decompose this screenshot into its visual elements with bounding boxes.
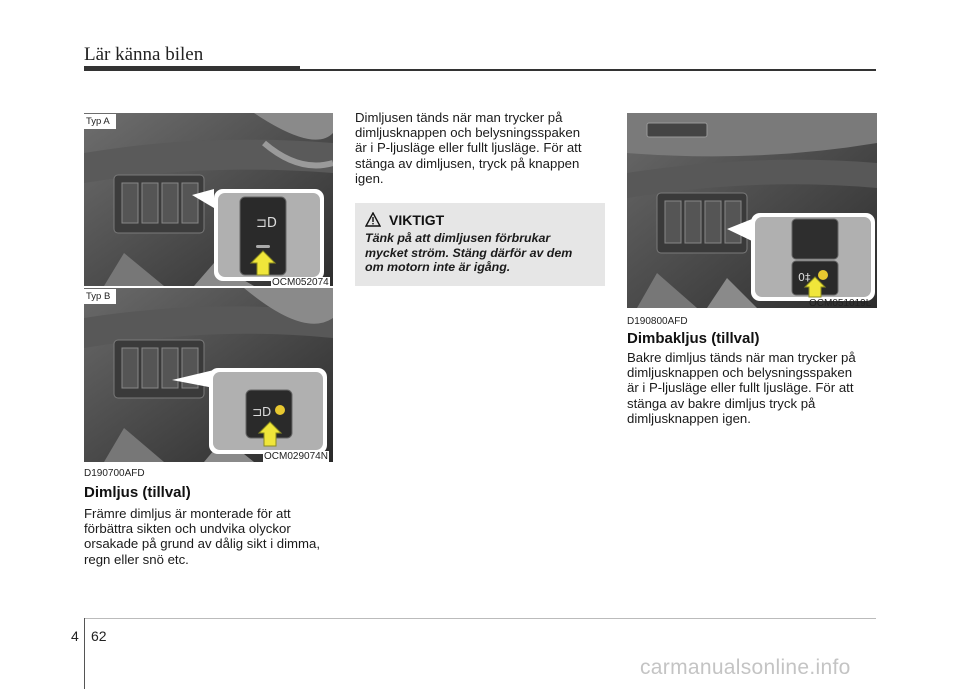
figure-typ-b-tag: Typ B (84, 289, 116, 304)
text-line: är i P-ljusläge eller fullt ljusläge. För att (355, 140, 582, 156)
text-line: Bakre dimljus tänds när man trycker på (627, 350, 856, 365)
warning-box (355, 203, 605, 286)
svg-text:⊐D: ⊐D (256, 216, 277, 231)
footer-rule (84, 618, 876, 619)
section-rear-title: Dimbakljus (tillval) (627, 330, 760, 347)
section-front-body (84, 506, 333, 567)
footer-divider (84, 618, 85, 689)
svg-text:0‡: 0‡ (798, 271, 811, 284)
dashboard-photo-typ-b (84, 288, 333, 462)
section-rear-body (627, 350, 877, 426)
text-line: förbättra sikten och undvika olyckor (84, 521, 291, 537)
text-line: stänga av dimljusen, tryck på knappen (355, 155, 580, 171)
figure-typ-a (84, 113, 333, 286)
text-line: dimljusknappen igen. (627, 410, 751, 426)
warning-title: VIKTIGT (389, 212, 445, 228)
svg-text:⊐D: ⊐D (252, 405, 272, 419)
text-line: Tänk på att dimljusen förbrukar (365, 231, 551, 245)
figure-typ-b (84, 288, 333, 462)
section-front-title: Dimljus (tillval) (84, 484, 191, 501)
section-rear-code: D190800AFD (627, 316, 688, 327)
text-line: Främre dimljus är monterade för att (84, 506, 291, 521)
text-line: dimljusknappen och belysningsspaken (627, 365, 853, 381)
header-rule-thick (84, 66, 300, 71)
figure-typ-a-tag: Typ A (84, 114, 116, 129)
figure-typ-a-caption: OCM052074 (272, 277, 329, 288)
text-line: orsakade på grund av dålig sikt i dimma, (84, 536, 321, 552)
text-line: är i P-ljusläge eller fullt ljusläge. För att (627, 380, 854, 396)
chapter-number: 4 (71, 628, 79, 644)
page-header-title: Lär känna bilen (84, 44, 204, 65)
text-line: om motorn inte är igång. (365, 260, 511, 274)
warning-triangle-icon (365, 212, 381, 227)
text-line: mycket ström. Stäng därför av dem (365, 245, 573, 260)
header-rule-thin (300, 69, 876, 71)
text-line: dimljusknappen och belysningsspaken (355, 125, 581, 141)
watermark: carmanualsonline.info (640, 656, 851, 679)
text-line: Dimljusen tänds när man trycker på (355, 110, 563, 125)
text-line: stänga av bakre dimljus tryck på (627, 395, 816, 411)
warning-body (365, 231, 597, 275)
figure-rear (627, 113, 877, 308)
text-line: regn eller snö etc. (84, 551, 189, 567)
section-front-code: D190700AFD (84, 468, 145, 479)
figure-rear-caption: OCM051019L (809, 298, 872, 309)
middle-body (355, 110, 605, 186)
figure-typ-b-caption: OCM029074N (264, 451, 328, 462)
dashboard-photo-typ-a (84, 113, 333, 286)
dashboard-photo-rear (627, 113, 877, 308)
page-number: 62 (91, 628, 107, 644)
text-line: igen. (355, 170, 384, 186)
